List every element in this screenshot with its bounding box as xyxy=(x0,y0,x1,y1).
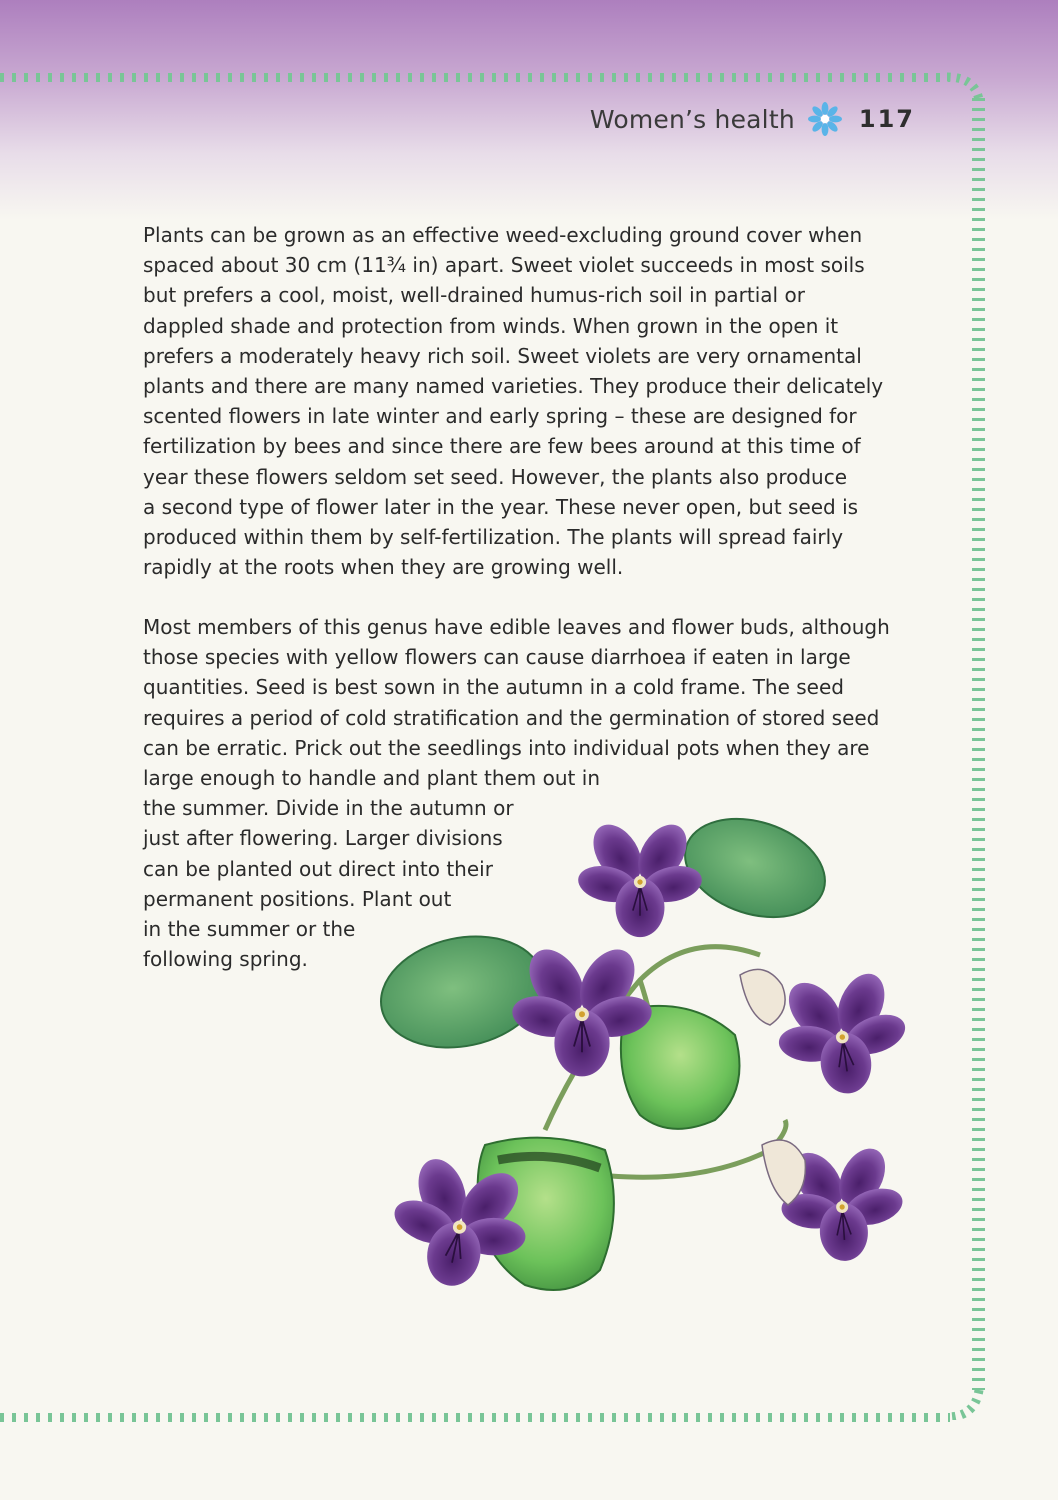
flower-icon xyxy=(805,99,845,139)
section-title: Women’s health xyxy=(589,104,795,134)
dashed-frame-bottom xyxy=(0,1413,950,1422)
text-line: Plants can be grown as an effective weed-excluding ground cover when xyxy=(143,223,863,247)
text-line: following spring. xyxy=(143,947,308,972)
text-line: dappled shade and protection from winds. When grown in the open it xyxy=(143,313,839,338)
text-line: spaced about 30 cm (11¾ in) apart. Sweet violet succeeds in most soils xyxy=(143,253,865,278)
text-line: requires a period of cold stratification and the germination of stored seed xyxy=(143,705,880,730)
dashed-frame-corner-top xyxy=(945,70,985,102)
text-line: can be planted out direct into their xyxy=(143,856,493,881)
text-line: those species with yellow flowers can cause diarrhoea if eaten in large xyxy=(143,645,851,670)
dashed-frame-top xyxy=(0,73,950,82)
dashed-frame-right xyxy=(972,98,985,1390)
text-line: Most members of this genus have edible leaves and flower buds, although xyxy=(143,615,890,639)
text-line: produced within them by self-fertilization. The plants will spread fairly xyxy=(143,525,844,550)
text-line: a second type of flower later in the year. These never open, but seed is xyxy=(143,494,859,519)
dashed-frame-corner-bottom xyxy=(945,1388,985,1420)
text-line: but prefers a cool, moist, well-drained humus-rich soil in partial or xyxy=(143,283,805,308)
text-line: large enough to handle and plant them out in xyxy=(143,766,600,791)
text-line: plants and there are many named varieties. They produce their delicately xyxy=(143,374,884,399)
text-line: can be erratic. Prick out the seedlings into individual pots when they are xyxy=(143,735,870,760)
text-line: prefers a moderately heavy rich soil. Sweet violets are very ornamental xyxy=(143,343,862,368)
sweet-violet-illustration xyxy=(355,795,940,1340)
text-line: quantities. Seed is best sown in the autumn in a cold frame. The seed xyxy=(143,675,844,700)
paragraph-cultivation xyxy=(143,220,913,582)
text-line: in the summer or the xyxy=(143,917,356,942)
text-line: permanent positions. Plant out xyxy=(143,886,452,911)
running-header xyxy=(590,98,915,140)
text-line: just after flowering. Larger divisions xyxy=(143,826,503,851)
text-line: rapidly at the roots when they are growing well. xyxy=(143,555,624,580)
text-line: the summer. Divide in the autumn or xyxy=(143,796,514,821)
page-number: 117 xyxy=(858,105,915,133)
text-line: scented flowers in late winter and early spring – these are designed for xyxy=(143,404,857,429)
text-line: fertilization by bees and since there are few bees around at this time of xyxy=(143,434,861,459)
text-line: year these flowers seldom set seed. However, the plants also produce xyxy=(143,464,848,489)
